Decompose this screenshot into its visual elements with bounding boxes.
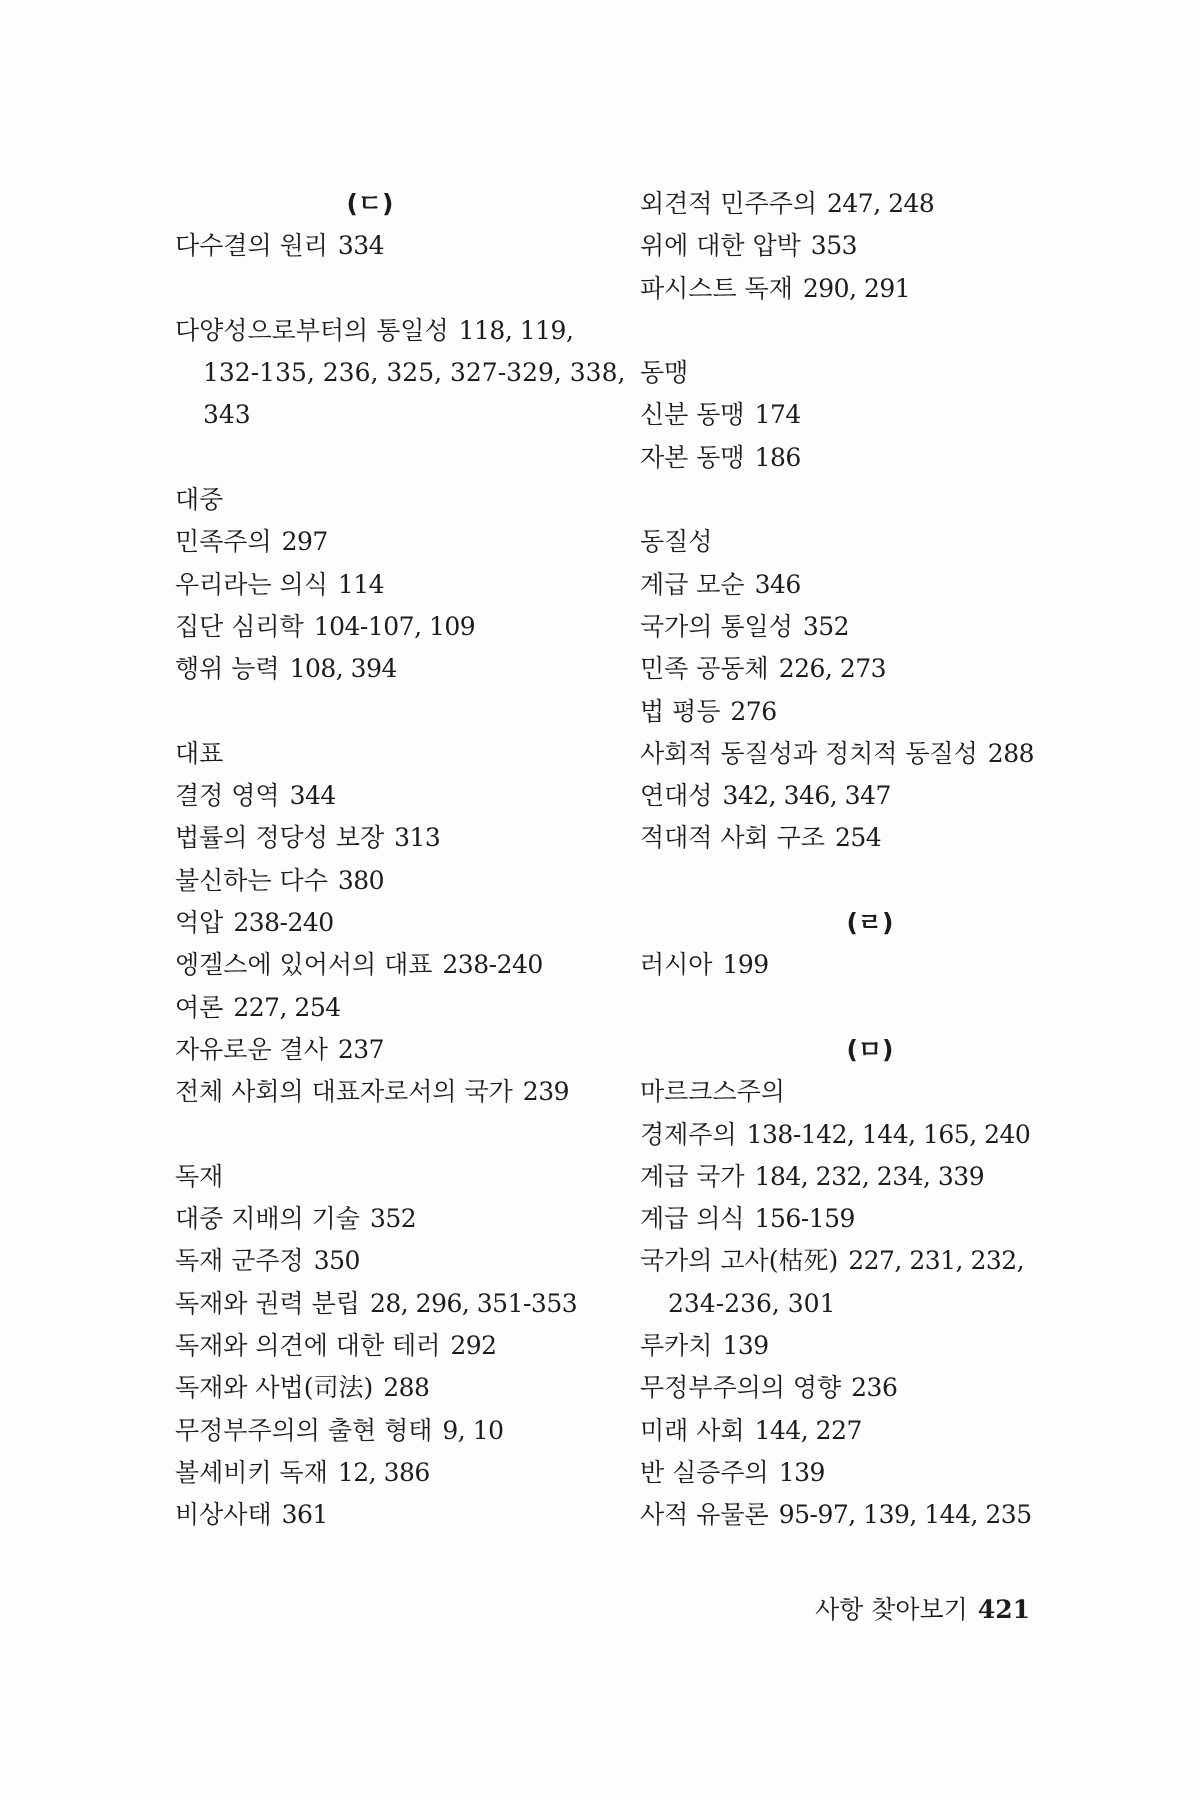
- index-pages: 156-159: [754, 1204, 855, 1234]
- index-term: 계급 모순: [640, 569, 745, 599]
- index-term: 결정 영역: [175, 781, 280, 811]
- index-entry: [175, 1029, 605, 1071]
- index-entry: [175, 1156, 605, 1198]
- index-pages-continued: 234-236, 301: [668, 1288, 836, 1318]
- index-term: 불신하는 다수: [175, 865, 328, 895]
- index-term: 러시아: [640, 950, 713, 980]
- index-entry: [175, 1240, 605, 1282]
- index-pages: 297: [281, 527, 328, 557]
- index-pages: 237: [337, 1034, 385, 1064]
- index-term: 법률의 정당성 보장: [175, 823, 385, 853]
- index-pages: 292: [450, 1331, 497, 1361]
- index-pages: 174: [754, 400, 801, 430]
- index-entry: [175, 1410, 605, 1452]
- blank-line: [175, 691, 605, 733]
- index-column-left: [175, 183, 626, 1537]
- index-term: 사회적 동질성과 정치적 동질성: [640, 738, 978, 768]
- index-entry: [175, 1494, 605, 1536]
- index-term: 무정부주의의 출현 형태: [175, 1415, 433, 1445]
- index-term: 반 실증주의: [640, 1457, 769, 1487]
- index-term: 연대성: [640, 781, 713, 811]
- index-entry: [175, 944, 605, 986]
- index-pages: 9, 10: [442, 1415, 504, 1445]
- blank-line: [640, 860, 1100, 902]
- index-pages: 247, 248: [827, 189, 935, 218]
- index-term: 집단 심리학: [175, 611, 304, 641]
- index-entry: [175, 733, 605, 775]
- index-entry: [640, 1367, 1100, 1409]
- index-term: 독재와 권력 분립: [175, 1288, 360, 1318]
- index-entry: [640, 564, 1100, 606]
- index-pages: 139: [722, 1331, 769, 1361]
- index-entry: [175, 479, 605, 521]
- index-pages: 186: [754, 442, 801, 472]
- index-pages: 352: [369, 1204, 417, 1234]
- index-pages: 144, 227: [754, 1415, 862, 1445]
- index-entry: [640, 775, 1100, 817]
- index-entry: [175, 606, 605, 648]
- index-pages: 290, 291: [802, 273, 911, 303]
- index-entry: [175, 1367, 605, 1409]
- blank-line: [640, 479, 1100, 521]
- index-entry: [175, 225, 605, 267]
- index-pages: 276: [730, 696, 777, 726]
- index-pages: 95-97, 139, 144, 235: [778, 1500, 1032, 1530]
- index-term: 독재와 사법(司法): [175, 1373, 374, 1403]
- index-entry: [640, 1325, 1100, 1367]
- index-entry: [640, 394, 1100, 436]
- index-term: 우리라는 의식: [175, 569, 328, 599]
- blank-line: [640, 987, 1100, 1029]
- index-pages: 342, 346, 347: [722, 781, 891, 811]
- index-term: 독재 군주정: [175, 1246, 304, 1276]
- index-term: 파시스트 독재: [640, 273, 793, 303]
- index-entry: [175, 1071, 605, 1113]
- index-term: 여론: [175, 992, 224, 1022]
- index-entry: [175, 775, 605, 817]
- index-term: 루카치: [640, 1331, 713, 1361]
- index-entry: [640, 521, 1100, 563]
- index-pages: 227, 254: [233, 992, 341, 1022]
- index-term: 볼셰비키 독재: [175, 1457, 328, 1487]
- index-term: 위에 대한 압박: [640, 231, 801, 261]
- index-entry: [640, 1410, 1100, 1452]
- index-term: 전체 사회의 대표자로서의 국가: [175, 1077, 513, 1107]
- index-pages: 227, 231, 232,: [848, 1246, 1025, 1276]
- index-term: 다수결의 원리: [175, 231, 328, 261]
- footer-label: 사항 찾아보기: [814, 1595, 968, 1624]
- index-term: 자유로운 결사: [175, 1034, 328, 1064]
- index-term: 비상사태: [175, 1500, 272, 1530]
- index-entry: [175, 310, 605, 352]
- blank-line: [175, 268, 605, 310]
- index-term: 대중 지배의 기술: [175, 1204, 360, 1234]
- index-pages: 12, 386: [337, 1457, 430, 1487]
- index-column-right: [640, 183, 1100, 1537]
- index-pages: 118, 119,: [458, 315, 574, 345]
- index-term: 국가의 통일성: [640, 611, 793, 641]
- blank-line: [640, 310, 1100, 352]
- index-entry: [175, 564, 605, 606]
- index-term: 동질성: [640, 527, 713, 557]
- index-term: 국가의 고사(枯死): [640, 1246, 839, 1276]
- index-entry: [175, 521, 605, 563]
- blank-line: [175, 437, 605, 479]
- index-entry: [640, 183, 1100, 225]
- index-term: 자본 동맹: [640, 442, 745, 472]
- index-pages: 28, 296, 351-353: [369, 1288, 578, 1318]
- index-term: 다양성으로부터의 통일성: [175, 315, 449, 345]
- index-term: 독재: [175, 1161, 224, 1191]
- index-term: 법 평등: [640, 696, 721, 726]
- index-entry: [640, 268, 1100, 310]
- index-term: 미래 사회: [640, 1415, 745, 1445]
- index-entry: [175, 860, 605, 902]
- section-heading: (ㅁ): [846, 1034, 894, 1064]
- index-pages: 288: [383, 1373, 430, 1403]
- blank-line: [175, 1114, 605, 1156]
- index-term: 경제주의: [640, 1119, 737, 1149]
- index-entry: [640, 817, 1100, 859]
- index-term: 독재와 의견에 대한 테러: [175, 1331, 441, 1361]
- index-entry: [640, 437, 1100, 479]
- index-pages: 352: [802, 611, 850, 641]
- index-entry: [640, 648, 1100, 690]
- index-entry: [175, 902, 605, 944]
- index-entry: [175, 1198, 605, 1240]
- index-pages: 361: [281, 1500, 328, 1530]
- section-heading: (ㄷ): [346, 189, 394, 218]
- index-term: 계급 의식: [640, 1204, 745, 1234]
- index-pages-continued: 132-135, 236, 325, 327-329, 338,: [203, 358, 626, 388]
- index-entry: [640, 1198, 1100, 1240]
- index-term: 억압: [175, 908, 224, 938]
- index-term: 무정부주의의 영향: [640, 1373, 842, 1403]
- index-pages: 199: [722, 950, 769, 980]
- index-term: 외견적 민주주의: [640, 189, 817, 218]
- index-pages: 104-107, 109: [313, 611, 476, 641]
- index-entry: [640, 225, 1100, 267]
- index-pages: 344: [289, 781, 336, 811]
- index-entry: [175, 1283, 605, 1325]
- index-pages: 236: [851, 1373, 898, 1403]
- index-pages: 254: [834, 823, 882, 853]
- index-pages: 334: [337, 231, 385, 261]
- index-entry: [640, 352, 1100, 394]
- index-term: 신분 동맹: [640, 400, 745, 430]
- index-entry: [640, 733, 1100, 775]
- index-term: 계급 국가: [640, 1161, 745, 1191]
- index-entry: [175, 1452, 605, 1494]
- index-pages: 139: [778, 1457, 825, 1487]
- index-term: 사적 유물론: [640, 1500, 769, 1530]
- index-term: 동맹: [640, 358, 689, 388]
- index-pages: 108, 394: [289, 654, 397, 684]
- index-entry: [175, 817, 605, 859]
- index-term: 행위 능력: [175, 654, 280, 684]
- index-term: 마르크스주의: [640, 1077, 785, 1107]
- index-pages: 313: [394, 823, 441, 853]
- section-heading: (ㄹ): [846, 908, 894, 938]
- index-pages: 239: [522, 1077, 570, 1107]
- index-pages: 380: [337, 865, 385, 895]
- index-entry: [175, 648, 605, 690]
- index-pages: 226, 273: [778, 654, 887, 684]
- index-pages: 346: [754, 569, 801, 599]
- index-term: 엥겔스에 있어서의 대표: [175, 950, 433, 980]
- index-entry: [640, 944, 1100, 986]
- index-pages: 114: [337, 569, 385, 599]
- index-pages: 288: [987, 738, 1035, 768]
- index-term: 대표: [175, 738, 224, 768]
- index-pages: 184, 232, 234, 339: [754, 1161, 985, 1191]
- index-entry: [175, 1325, 605, 1367]
- index-pages: 353: [810, 231, 858, 261]
- page-number: 421: [977, 1595, 1030, 1624]
- index-pages-continued: 343: [203, 400, 251, 430]
- index-entry: [640, 1494, 1100, 1536]
- index-entry: [640, 1071, 1100, 1113]
- index-entry: [175, 987, 605, 1029]
- page-footer: [815, 1590, 1030, 1626]
- index-entry: [640, 691, 1100, 733]
- index-pages: 238-240: [233, 908, 334, 938]
- index-entry: [640, 1156, 1100, 1198]
- index-entry: [640, 606, 1100, 648]
- index-entry: [640, 1114, 1100, 1156]
- index-term: 민족주의: [175, 527, 272, 557]
- index-term: 민족 공동체: [640, 654, 769, 684]
- index-pages: 138-142, 144, 165, 240: [746, 1119, 1031, 1149]
- index-entry: [640, 1452, 1100, 1494]
- index-pages: 350: [313, 1246, 360, 1276]
- index-entry: [640, 1240, 1100, 1282]
- index-term: 적대적 사회 구조: [640, 823, 825, 853]
- index-term: 대중: [175, 485, 224, 515]
- index-pages: 238-240: [442, 950, 543, 980]
